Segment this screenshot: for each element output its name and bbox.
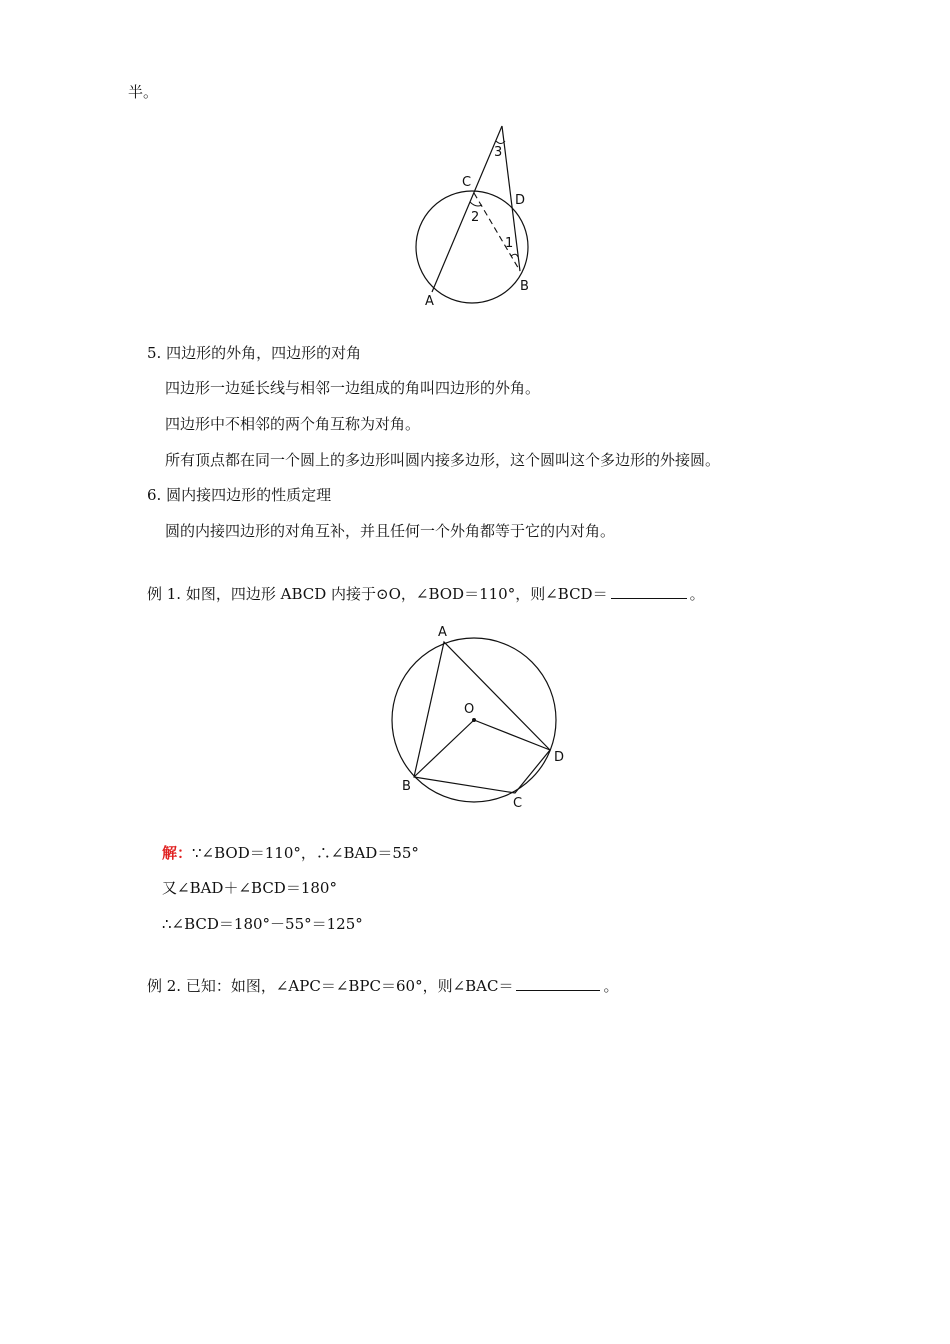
example1-question-text: 例 1. 如图，四边形 ABCD 内接于⊙O，∠BOD＝110°，则∠BCD＝ (147, 585, 608, 603)
example2-question (147, 976, 618, 996)
example1-solution-line-1 (162, 843, 419, 863)
figure-1-diagram (400, 120, 550, 315)
section5-paragraph-1: 四边形一边延长线与相邻一边组成的角叫四边形的外角。 (165, 379, 541, 397)
figure1-dashed-CB (474, 193, 520, 271)
example2-question-end: 。 (603, 977, 619, 995)
section6-heading: 6. 圆内接四边形的性质定理 (147, 486, 332, 504)
figure-2-diagram (390, 620, 570, 815)
figure2-quadrilateral-ABCD (414, 642, 550, 793)
section5-paragraph-2: 四边形中不相邻的两个角互称为对角。 (165, 415, 421, 433)
section5-paragraph-3: 所有顶点都在同一个圆上的多边形叫圆内接多边形，这个圆叫这个多边形的外接圆。 (165, 451, 721, 469)
figure1-label-D: D (515, 193, 526, 208)
figure2-label-D: D (554, 750, 565, 765)
example1-solution-line-3: ∴∠BCD＝180°－55°＝125° (162, 915, 363, 933)
figure1-label-A: A (425, 294, 434, 309)
figure2-label-O: O (464, 702, 475, 717)
figure2-label-C: C (513, 796, 523, 811)
figure2-label-B: B (402, 779, 411, 794)
section5-heading: 5. 四边形的外角，四边形的对角 (147, 344, 362, 362)
example2-question-text: 例 2. 已知：如图，∠APC＝∠BPC＝60°，则∠BAC＝ (147, 977, 514, 995)
figure2-label-A: A (438, 625, 447, 640)
solution-label: 解： (162, 844, 193, 862)
figure2-radius-OB (414, 720, 474, 777)
example1-answer-blank[interactable] (611, 584, 687, 599)
figure1-line-AP (432, 126, 502, 292)
example1-question-end: 。 (689, 585, 705, 603)
solution-line-1-text: ∵∠BOD＝110°，∴∠BAD＝55° (192, 844, 419, 862)
figure2-radius-OD (474, 720, 550, 750)
figure1-label-1: 1 (505, 236, 514, 251)
top-fragment-text: 半。 (128, 83, 159, 101)
figure1-label-2: 2 (471, 210, 480, 225)
example2-answer-blank[interactable] (516, 976, 600, 991)
figure2-center-dot (472, 718, 476, 722)
figure1-label-B: B (520, 279, 529, 294)
figure1-label-3: 3 (494, 145, 503, 160)
section6-paragraph-1: 圆的内接四边形的对角互补，并且任何一个外角都等于它的内对角。 (165, 522, 616, 540)
example1-solution-line-2: 又∠BAD＋∠BCD＝180° (162, 879, 337, 897)
example1-question (147, 584, 705, 604)
figure1-label-C: C (462, 175, 472, 190)
